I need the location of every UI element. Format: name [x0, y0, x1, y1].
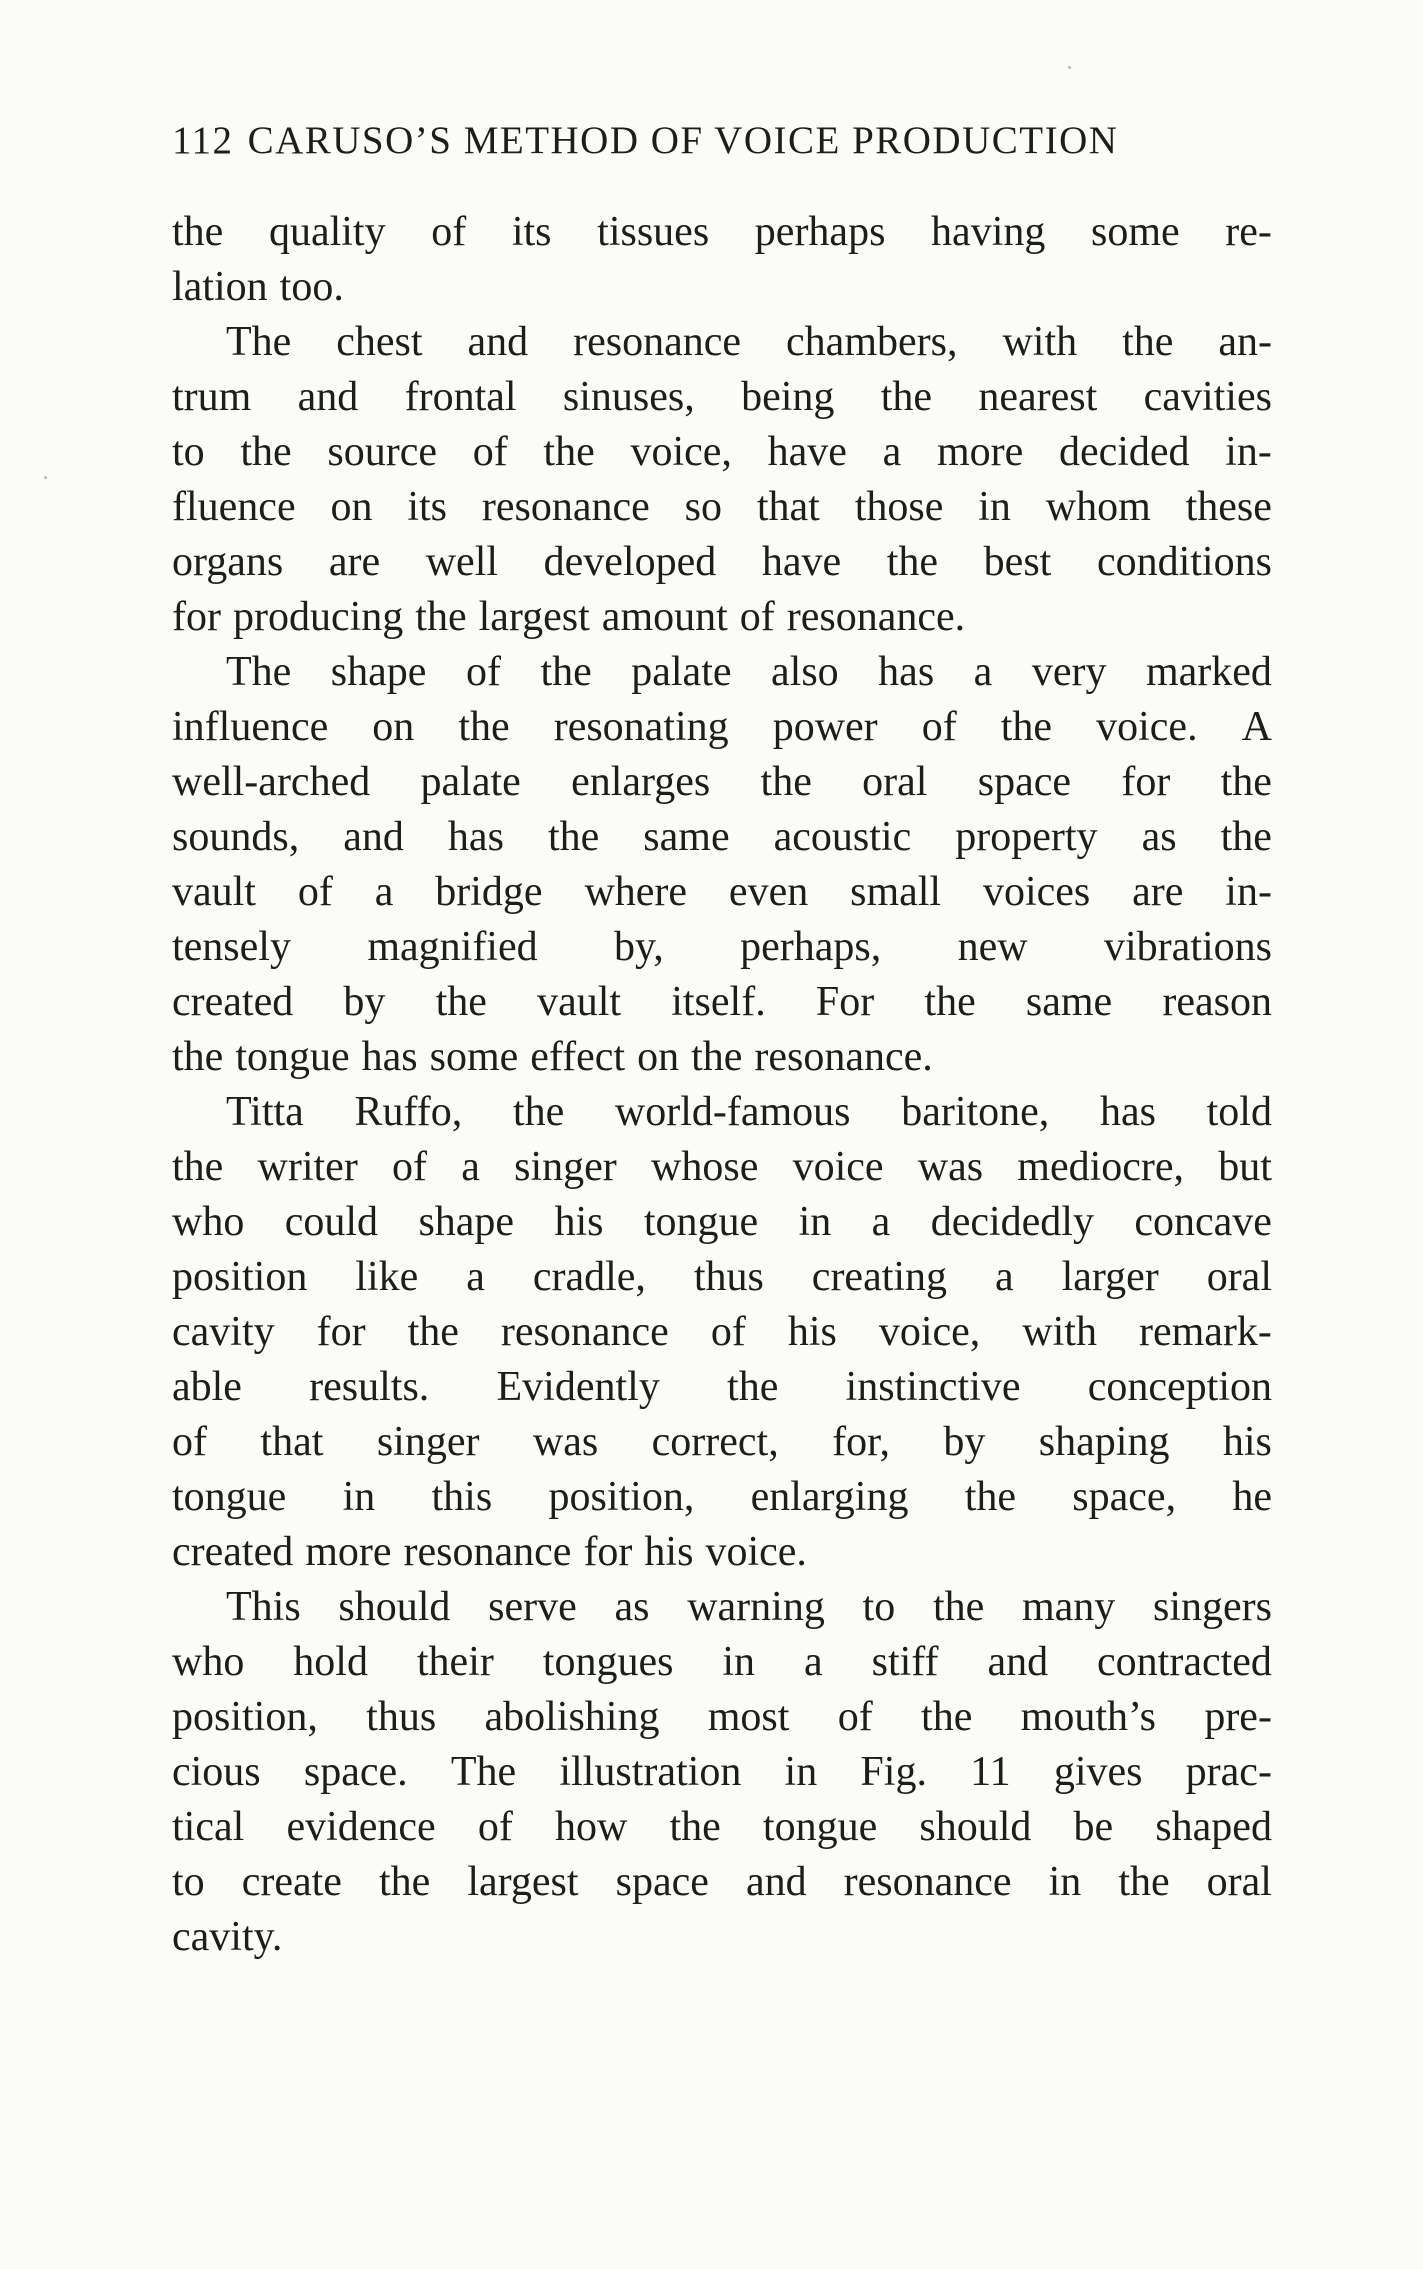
word: tensely [172, 924, 291, 970]
word: has [1099, 1089, 1156, 1135]
word: resonance [403, 1529, 572, 1575]
word: to [172, 429, 205, 475]
word: for [316, 1309, 366, 1355]
word: the [172, 209, 224, 255]
word: in [798, 1199, 832, 1245]
word: fluence [172, 484, 296, 530]
word: Fig. [860, 1749, 927, 1795]
word: of [172, 1419, 207, 1465]
word: his [554, 1199, 604, 1245]
word: the [932, 1584, 985, 1630]
word: some [429, 1034, 519, 1080]
word: but [1218, 1144, 1272, 1190]
word: largest [467, 1859, 579, 1905]
word: the [1220, 759, 1272, 805]
word: of [921, 704, 957, 750]
word: so [684, 484, 722, 530]
word: illustration [559, 1749, 742, 1795]
text-line [172, 1525, 1272, 1580]
word: enlarges [571, 759, 711, 805]
word: reason [1162, 979, 1272, 1025]
word: those [854, 484, 944, 530]
word: singer [514, 1144, 617, 1190]
word: producing [232, 594, 404, 640]
word: effect [530, 1034, 626, 1080]
word: the [1118, 1859, 1170, 1905]
word: chambers, [786, 319, 958, 365]
word: the [407, 1309, 459, 1355]
word: in- [1225, 869, 1272, 915]
word: thus [366, 1694, 437, 1740]
word: organs [172, 539, 284, 585]
word: mouth’s [1020, 1694, 1157, 1740]
word: new [957, 924, 1028, 970]
word: largest [478, 594, 590, 640]
word: these [1185, 484, 1272, 530]
word: for, [832, 1419, 890, 1465]
word: of [465, 649, 501, 695]
word: the [458, 704, 510, 750]
word: cavity [172, 1309, 275, 1355]
word: as [1141, 814, 1177, 860]
word: very [1031, 649, 1107, 695]
word: are [328, 539, 381, 585]
word: contracted [1097, 1639, 1272, 1685]
word: his [1222, 1419, 1272, 1465]
paper-speck [1068, 66, 1071, 69]
word: as [614, 1584, 650, 1630]
word: prac- [1185, 1749, 1272, 1795]
word: bridge [435, 869, 543, 915]
text-line [172, 920, 1272, 975]
word: he [1232, 1474, 1272, 1520]
text-line [172, 1415, 1272, 1470]
word: re- [1225, 209, 1272, 255]
text-line [172, 1085, 1272, 1140]
word: in [342, 1474, 376, 1520]
word: for [583, 1529, 633, 1575]
word: the [691, 1034, 743, 1080]
word: like [355, 1254, 419, 1300]
word: space. [303, 1749, 408, 1795]
word: space [615, 1859, 709, 1905]
paper-speck [44, 476, 47, 479]
word: of [472, 429, 508, 475]
text-line [172, 1855, 1272, 1910]
word: also [771, 649, 839, 695]
running-head-title: CARUSO’S METHOD OF VOICE PRODUCTION [247, 119, 1119, 162]
word: the [964, 1474, 1017, 1520]
word: shape [330, 649, 427, 695]
text-line [172, 480, 1272, 535]
word: nearest [978, 374, 1098, 420]
word: was [532, 1419, 599, 1465]
word: for [1121, 759, 1171, 805]
text-line [172, 1195, 1272, 1250]
word: able [172, 1364, 242, 1410]
word: creating [811, 1254, 948, 1300]
word: being [741, 374, 835, 420]
word: serve [488, 1584, 577, 1630]
word: of [431, 209, 467, 255]
body-text [172, 205, 1272, 1965]
word: shaped [1155, 1804, 1272, 1850]
word: for [172, 594, 221, 640]
text-line [172, 205, 1272, 260]
word: instinctive [845, 1364, 1021, 1410]
word: well-arched [172, 759, 371, 805]
word: chest [336, 319, 423, 365]
word: palate [631, 649, 732, 695]
word: be [1073, 1804, 1114, 1850]
text-line [172, 865, 1272, 920]
word: space [977, 759, 1072, 805]
word: has [447, 814, 504, 860]
word: a [804, 1639, 823, 1685]
word: of [477, 1804, 513, 1850]
text-line [172, 590, 1272, 645]
word: to [172, 1859, 205, 1905]
word: hold [293, 1639, 368, 1685]
word: the [172, 1034, 224, 1080]
word: the [921, 1694, 973, 1740]
word: and [745, 1859, 807, 1905]
word: where [584, 869, 688, 915]
word: voice [792, 1144, 884, 1190]
word: a [973, 649, 993, 695]
text-line [172, 700, 1272, 755]
word: cavities [1143, 374, 1272, 420]
word: a [461, 1144, 480, 1190]
word: too. [279, 264, 344, 310]
word: baritone, [901, 1089, 1050, 1135]
word: the [669, 1804, 721, 1850]
word: voice, [878, 1309, 981, 1355]
text-line [172, 1140, 1272, 1195]
text-line [172, 370, 1272, 425]
word: have [761, 539, 842, 585]
word: tongue [235, 1034, 350, 1080]
text-line [172, 260, 1272, 315]
word: that [756, 484, 820, 530]
word: and [987, 1639, 1049, 1685]
word: perhaps, [740, 924, 882, 970]
word: shape [418, 1199, 515, 1245]
word: marked [1145, 649, 1272, 695]
word: on [330, 484, 373, 530]
word: a [466, 1254, 485, 1300]
word: has [361, 1034, 418, 1080]
word: This [226, 1584, 301, 1630]
word: remark- [1138, 1309, 1272, 1355]
word: decided [1058, 429, 1190, 475]
text-line [172, 1360, 1272, 1415]
word: a [374, 869, 394, 915]
word: decidedly [930, 1199, 1094, 1245]
text-line [172, 1745, 1272, 1800]
word: in [978, 484, 1011, 530]
word: the [415, 594, 467, 640]
word: voices [982, 869, 1091, 915]
word: of [837, 1694, 873, 1740]
word: the [512, 1089, 565, 1135]
word: with [1022, 1309, 1097, 1355]
word: influence [172, 704, 329, 750]
word: quality [268, 209, 386, 255]
word: to [862, 1584, 896, 1630]
text-line [172, 425, 1272, 480]
word: the [435, 979, 487, 1025]
word: of [739, 594, 775, 640]
word: many [1021, 1584, 1116, 1630]
word: tongue [643, 1199, 759, 1245]
word: his [644, 1529, 694, 1575]
word: writer [257, 1144, 358, 1190]
word: concave [1134, 1199, 1272, 1245]
word: the [379, 1859, 431, 1905]
word: a [882, 429, 902, 475]
word: of [710, 1309, 746, 1355]
word: more [936, 429, 1024, 475]
word: voice. [1096, 704, 1198, 750]
word: by [943, 1419, 986, 1465]
word: oral [1206, 1859, 1272, 1905]
word: evidence [286, 1804, 436, 1850]
word: For [815, 979, 875, 1025]
word: oral [1206, 1254, 1272, 1300]
word: more [305, 1529, 392, 1575]
word: having [931, 209, 1046, 255]
word: who [172, 1639, 245, 1685]
word: the [540, 649, 592, 695]
text-line [172, 1250, 1272, 1305]
word: itself. [671, 979, 766, 1025]
word: on [372, 704, 415, 750]
text-line [172, 1305, 1272, 1360]
word: small [850, 869, 942, 915]
word: of [297, 869, 333, 915]
word: position [172, 1254, 308, 1300]
word: the [760, 759, 812, 805]
text-line [172, 975, 1272, 1030]
word: larger [1061, 1254, 1159, 1300]
word: who [172, 1199, 245, 1245]
word: best [983, 539, 1052, 585]
word: cradle, [532, 1254, 646, 1300]
word: thus [693, 1254, 764, 1300]
word: the [240, 429, 292, 475]
word: even [728, 869, 809, 915]
word: resonance [573, 319, 742, 365]
word: on [637, 1034, 680, 1080]
text-line [172, 1470, 1272, 1525]
word: well [425, 539, 499, 585]
word: The [450, 1749, 517, 1795]
word: and [467, 319, 529, 365]
word: tical [172, 1804, 245, 1850]
word: conception [1087, 1364, 1272, 1410]
page-number: 112 [172, 119, 234, 162]
word: create [241, 1859, 342, 1905]
word: gives [1053, 1749, 1143, 1795]
word: in [722, 1639, 756, 1685]
word: the [880, 374, 933, 420]
word: position, [548, 1474, 695, 1520]
word: voice. [705, 1529, 807, 1575]
word: vault [172, 869, 256, 915]
word: stiff [871, 1639, 939, 1685]
word: world-famous [614, 1089, 851, 1135]
word: should [919, 1804, 1032, 1850]
word: lation [172, 264, 268, 310]
word: its [407, 484, 447, 530]
word: resonance. [786, 594, 966, 640]
word: resonating [553, 704, 729, 750]
word: the [1000, 704, 1053, 750]
word: source [327, 429, 438, 475]
word: tissues [597, 209, 710, 255]
word: magnified [367, 924, 538, 970]
word: shaping [1038, 1419, 1170, 1465]
word: the [172, 1144, 224, 1190]
word: an- [1218, 319, 1272, 365]
word: its [511, 209, 552, 255]
word: the [543, 429, 595, 475]
text-line [172, 645, 1272, 700]
text-line [172, 535, 1272, 590]
word: A [1241, 704, 1272, 750]
word: resonance [481, 484, 650, 530]
word: correct, [651, 1419, 779, 1465]
word: could [284, 1199, 379, 1245]
word: has [878, 649, 935, 695]
word: oral [862, 759, 928, 805]
word: The [226, 319, 292, 365]
word: and [297, 374, 359, 420]
text-line [172, 1030, 1272, 1085]
word: told [1206, 1089, 1272, 1135]
word: conditions [1096, 539, 1272, 585]
word: his [787, 1309, 837, 1355]
word: should [338, 1584, 451, 1630]
word: vibrations [1104, 924, 1272, 970]
text-line [172, 755, 1272, 810]
text-line [172, 1580, 1272, 1635]
word: same [1025, 979, 1113, 1025]
word: sounds, [172, 814, 300, 860]
word: 11 [970, 1749, 1011, 1795]
word: sinuses, [562, 374, 695, 420]
word: tongue [762, 1804, 878, 1850]
word: have [767, 429, 847, 475]
word: mediocre, [1017, 1144, 1185, 1190]
word: some [1090, 209, 1180, 255]
word: vault [537, 979, 622, 1025]
word: The [226, 649, 292, 695]
word: Evidently [496, 1364, 660, 1410]
word: resonance [500, 1309, 669, 1355]
word: was [917, 1144, 984, 1190]
word: frontal [404, 374, 517, 420]
word: the [727, 1364, 779, 1410]
word: are [1132, 869, 1184, 915]
word: whom [1045, 484, 1151, 530]
word: cious [172, 1749, 261, 1795]
word: space, [1072, 1474, 1177, 1520]
word: palate [420, 759, 521, 805]
word: amount [601, 594, 728, 640]
word: in- [1225, 429, 1272, 475]
word: results. [309, 1364, 430, 1410]
word: by, [614, 924, 664, 970]
word: Ruffo, [354, 1089, 463, 1135]
word: power [772, 704, 878, 750]
word: and [343, 814, 404, 860]
word: resonance. [754, 1034, 933, 1080]
word: created [172, 1529, 294, 1575]
word: this [431, 1474, 493, 1520]
text-line [172, 1910, 1272, 1965]
word: how [554, 1804, 628, 1850]
word: same [643, 814, 730, 860]
word: a [871, 1199, 891, 1245]
word: created [172, 979, 294, 1025]
word: most [707, 1694, 790, 1740]
word: a [994, 1254, 1014, 1300]
word: enlarging [750, 1474, 909, 1520]
word: cavity. [172, 1914, 283, 1960]
word: the [547, 814, 600, 860]
word: abolishing [484, 1694, 660, 1740]
text-line [172, 1635, 1272, 1690]
text-line [172, 315, 1272, 370]
text-line [172, 810, 1272, 865]
word: the [1220, 814, 1272, 860]
word: singer [376, 1419, 480, 1465]
word: trum [172, 374, 252, 420]
word: in [784, 1749, 818, 1795]
word: in [1048, 1859, 1082, 1905]
word: the [886, 539, 939, 585]
word: resonance [843, 1859, 1012, 1905]
text-line [172, 1800, 1272, 1855]
word: position, [172, 1694, 318, 1740]
word: warning [687, 1584, 825, 1630]
word: with [1002, 319, 1078, 365]
word: developed [543, 539, 717, 585]
word: singers [1153, 1584, 1272, 1630]
text-line [172, 1690, 1272, 1745]
running-head [172, 118, 1272, 163]
word: voice, [630, 429, 732, 475]
word: by [343, 979, 386, 1025]
word: their [416, 1639, 494, 1685]
word: acoustic [773, 814, 912, 860]
word: that [260, 1419, 324, 1465]
word: tongue [172, 1474, 287, 1520]
word: perhaps [754, 209, 886, 255]
word: the [924, 979, 976, 1025]
word: pre- [1204, 1694, 1272, 1740]
word: the [1122, 319, 1174, 365]
word: property [955, 814, 1098, 860]
word: whose [651, 1144, 759, 1190]
word: of [392, 1144, 428, 1190]
word: Titta [226, 1089, 304, 1135]
word: tongues [542, 1639, 674, 1685]
